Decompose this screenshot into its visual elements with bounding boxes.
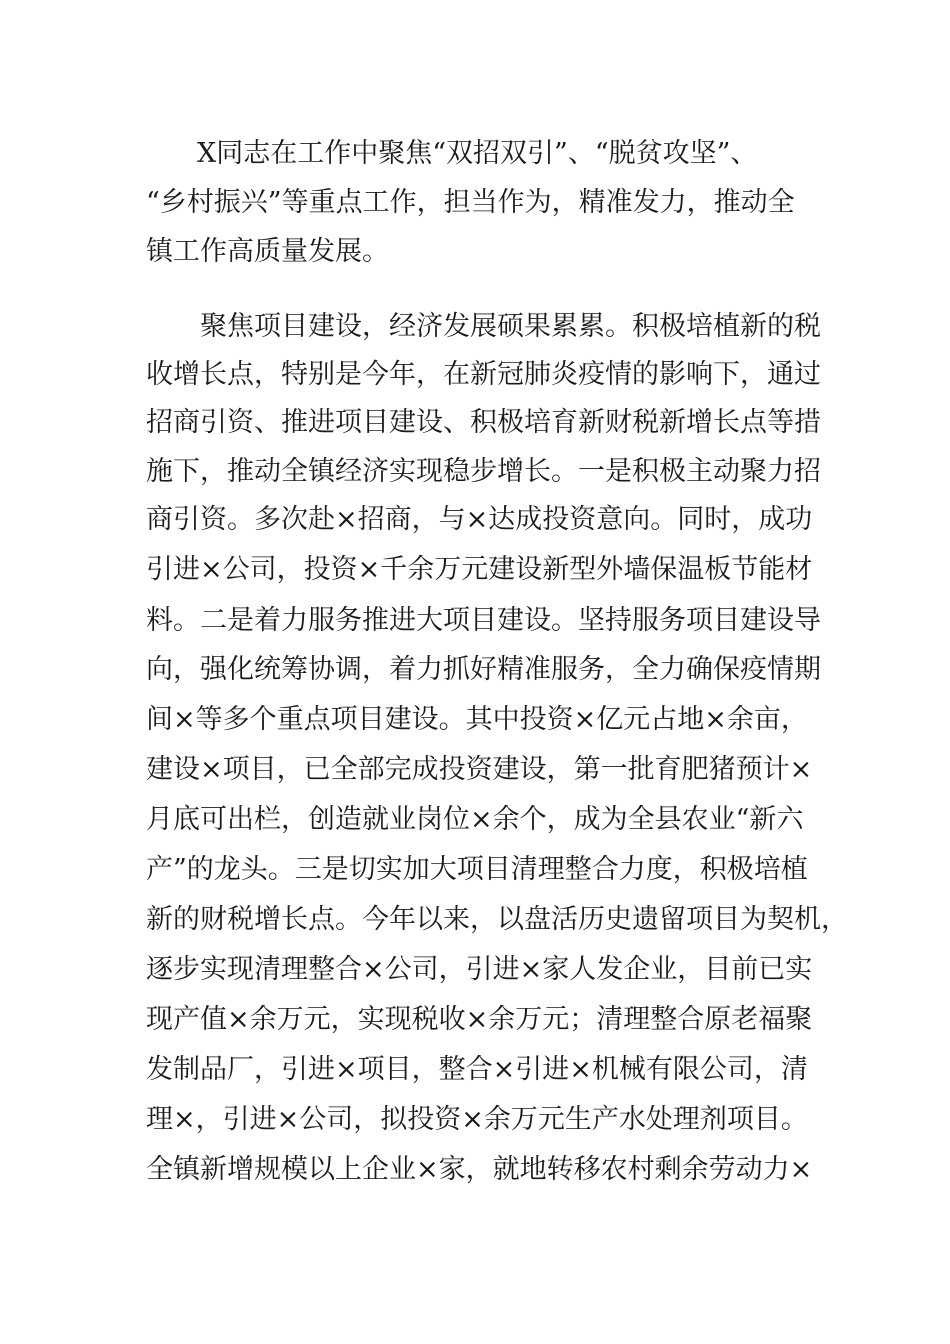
- paragraph-2-line-11: [0, 800, 950, 840]
- text-line: 全镇新增规模以上企业×家，就地转移农村剩余劳动力×: [146, 1154, 813, 1185]
- text-line: 镇工作高质量发展。: [146, 236, 389, 267]
- paragraph-2-line-3: [0, 403, 950, 443]
- text-line: 商引资。多次赴×招商，与×达成投资意向。同时，成功: [146, 504, 813, 535]
- text-line: 施下，推动全镇经济实现稳步增长。一是积极主动聚力招: [146, 456, 821, 487]
- paragraph-1-line-3: [0, 232, 950, 272]
- paragraph-2-line-15: [0, 1000, 950, 1040]
- text-line: 逐步实现清理整合×公司，引进×家人发企业，目前已实: [146, 954, 813, 985]
- paragraph-2-line-1: [0, 307, 950, 347]
- paragraph-2-line-6: [0, 550, 950, 590]
- paragraph-2-line-13: [0, 900, 950, 940]
- text-line: 聚焦项目建设，经济发展硕果累累。积极培植新的税: [200, 311, 821, 342]
- paragraph-2-line-8: [0, 650, 950, 690]
- text-line: 月底可出栏，创造就业岗位×余个，成为全县农业“新六: [146, 804, 804, 835]
- text-line: 间×等多个重点项目建设。其中投资×亿元占地×余亩，: [146, 704, 808, 735]
- paragraph-2-line-18: [0, 1150, 950, 1190]
- paragraph-2-line-4: [0, 452, 950, 492]
- paragraph-2-line-9: [0, 700, 950, 740]
- paragraph-2-line-12: [0, 850, 950, 890]
- text-line: 向，强化统筹协调，着力抓好精准服务，全力确保疫情期: [146, 654, 821, 685]
- paragraph-1-line-2: [0, 183, 950, 223]
- text-line: X同志在工作中聚焦“双招双引”、“脱贫攻坚”、: [197, 138, 758, 169]
- text-line: 发制品厂，引进×项目，整合×引进×机械有限公司，清: [146, 1054, 808, 1085]
- text-line: 引进×公司，投资×千余万元建设新型外墙保温板节能材: [146, 554, 813, 585]
- paragraph-2-line-14: [0, 950, 950, 990]
- text-line: 现产值×余万元，实现税收×余万元；清理整合原老福聚: [146, 1004, 813, 1035]
- text-line: 建设×项目，已全部完成投资建设，第一批育肥猪预计×: [146, 754, 813, 785]
- paragraph-2-line-16: [0, 1050, 950, 1090]
- paragraph-2-line-5: [0, 500, 950, 540]
- text-line: 收增长点，特别是今年，在新冠肺炎疫情的影响下，通过: [146, 359, 821, 390]
- paragraph-1-line-1: [0, 134, 950, 174]
- paragraph-2-line-10: [0, 750, 950, 790]
- paragraph-2-line-17: [0, 1100, 950, 1140]
- text-line: 新的财税增长点。今年以来，以盘活历史遗留项目为契机，: [146, 904, 848, 935]
- text-line: 产”的龙头。三是切实加大项目清理整合力度，积极培植: [146, 854, 808, 885]
- text-line: “乡村振兴”等重点工作，担当作为，精准发力，推动全: [146, 187, 795, 218]
- text-line: 料。二是着力服务推进大项目建设。坚持服务项目建设导: [146, 605, 821, 636]
- text-line: 理×，引进×公司，拟投资×余万元生产水处理剂项目。: [146, 1104, 808, 1135]
- paragraph-2-line-7: [0, 601, 950, 641]
- text-line: 招商引资、推进项目建设、积极培育新财税新增长点等措: [146, 407, 821, 438]
- paragraph-2-line-2: [0, 355, 950, 395]
